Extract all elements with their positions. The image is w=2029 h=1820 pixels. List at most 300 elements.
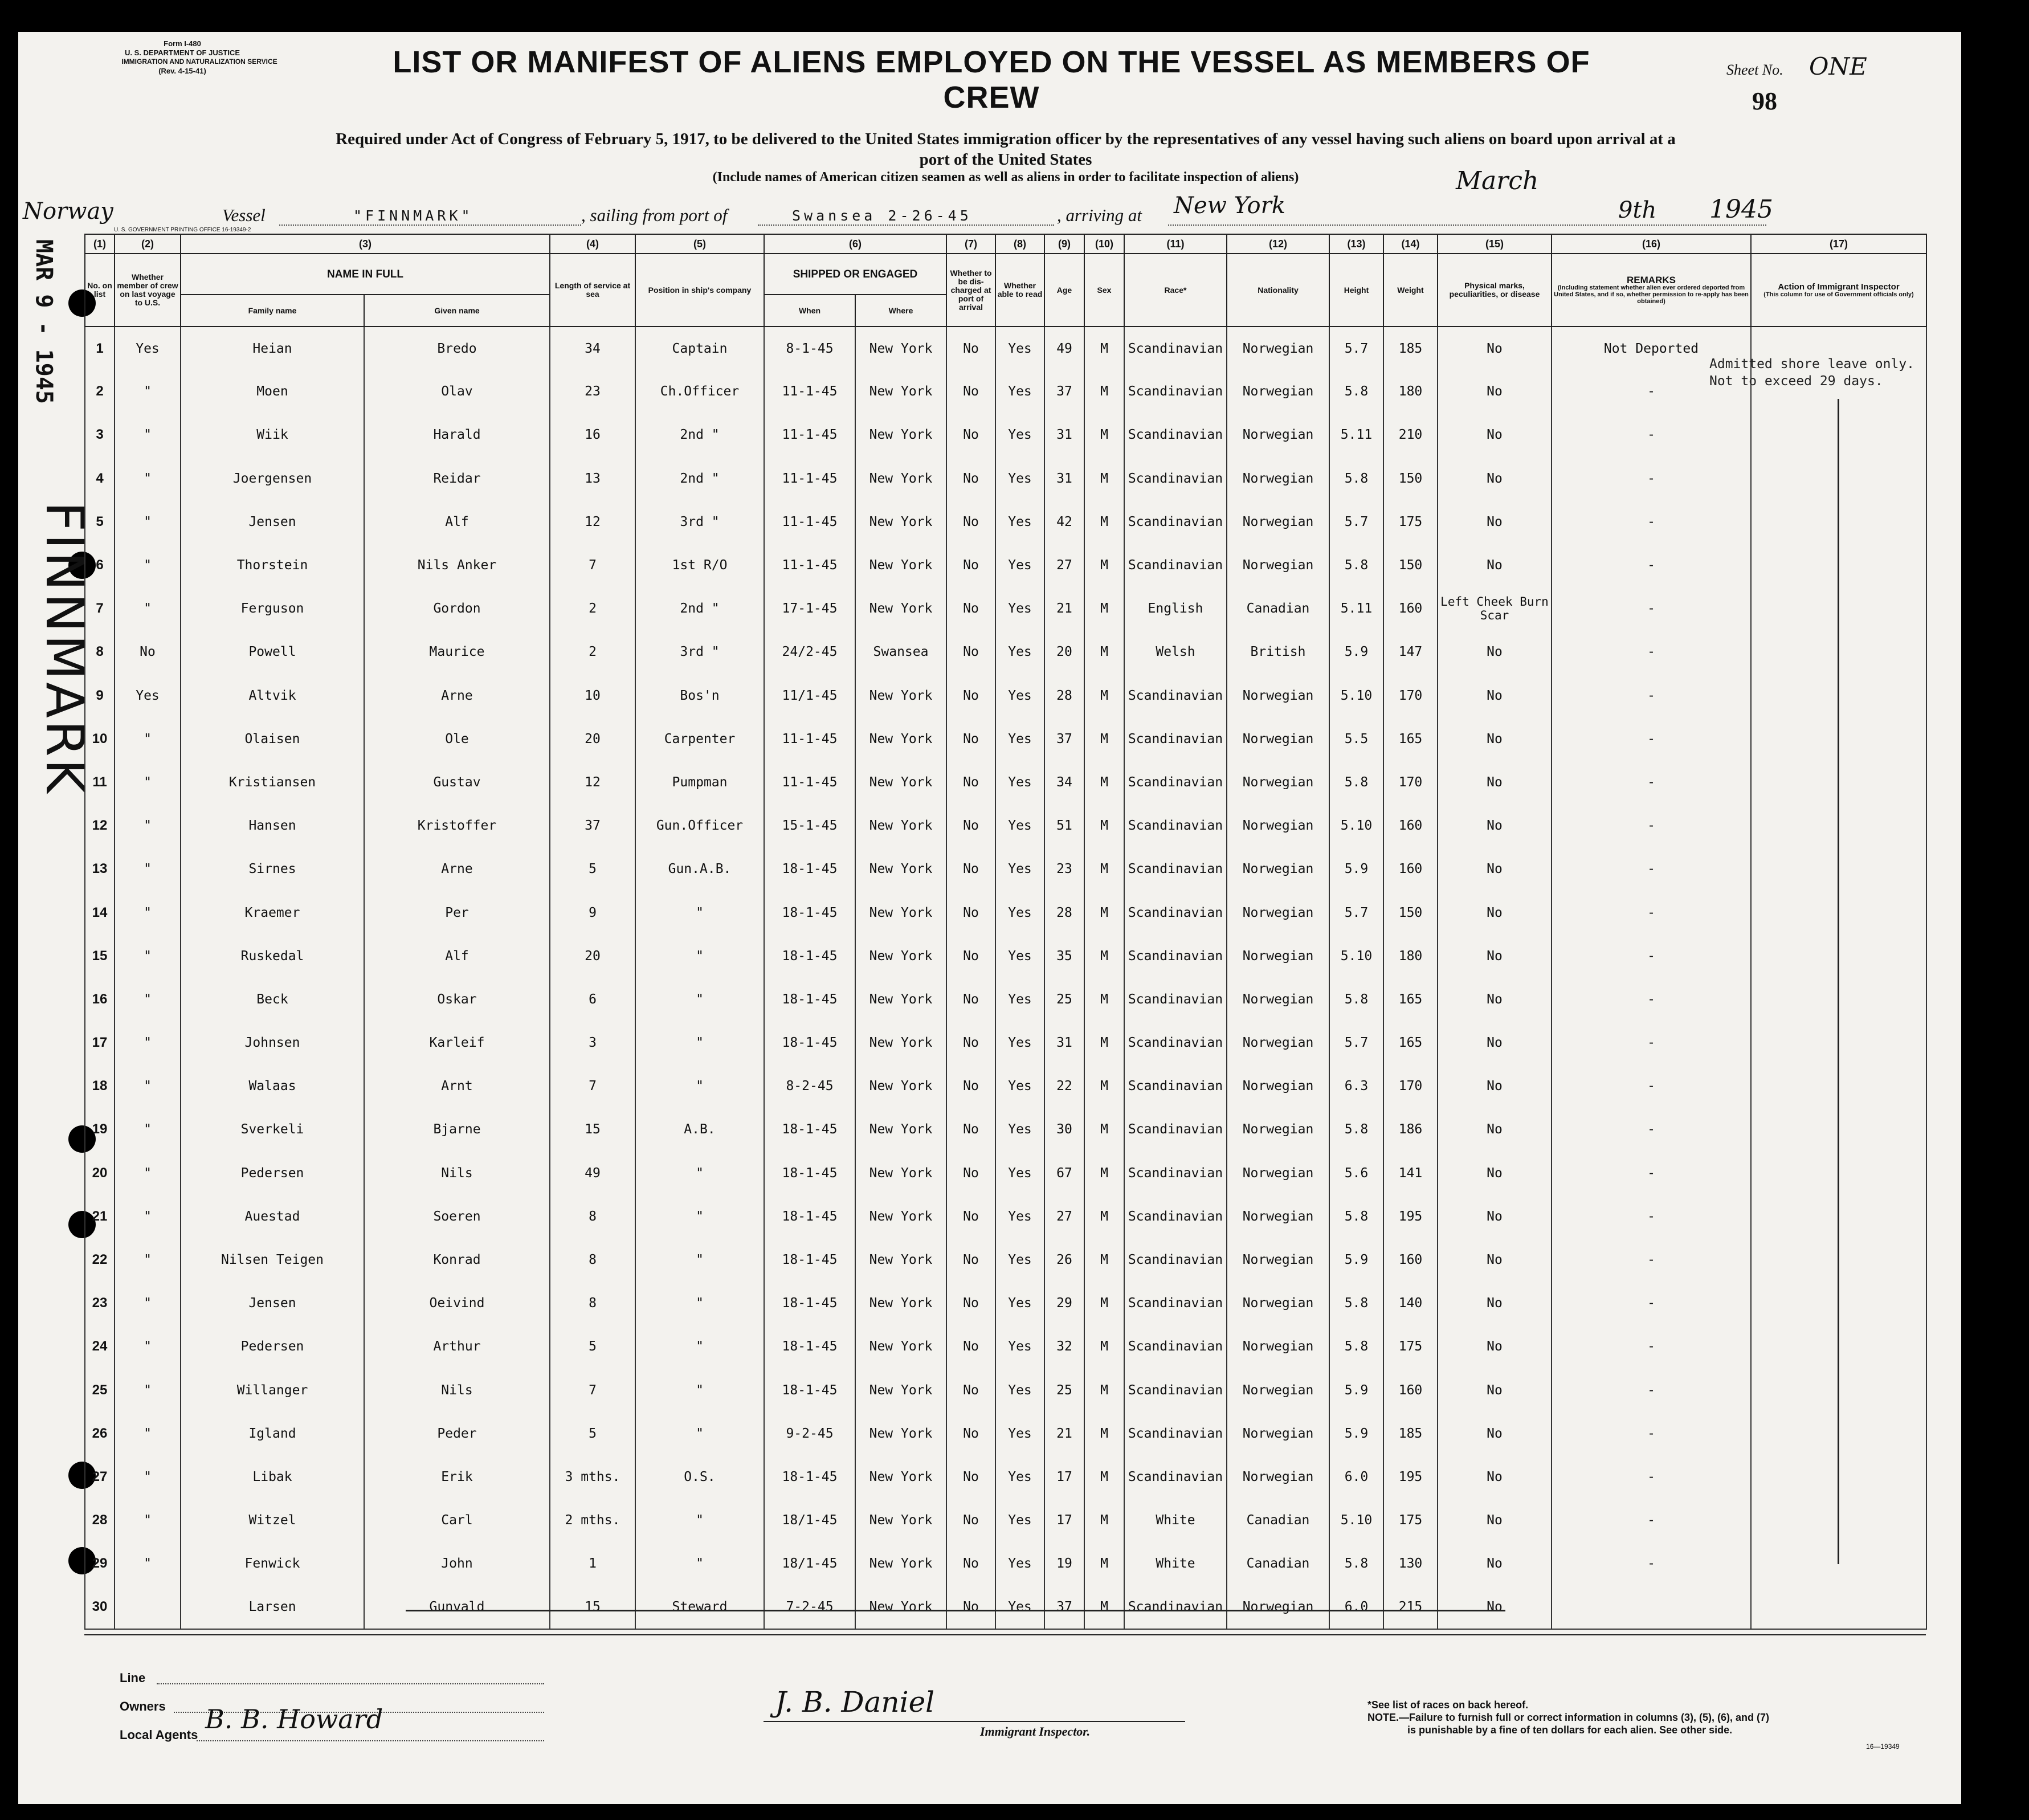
col-num-2: (2) xyxy=(115,234,181,254)
cell-given-name: John xyxy=(364,1542,550,1585)
cell-family-name: Auestad xyxy=(181,1195,364,1238)
cell-weight: 175 xyxy=(1383,1499,1438,1542)
cell-member-last-voyage: " xyxy=(115,370,181,413)
table-row xyxy=(85,1238,1926,1282)
arrival-month: March xyxy=(1456,166,1539,195)
col-num-3: (3) xyxy=(181,234,550,254)
row-number: 30 xyxy=(85,1585,115,1629)
cell-remarks: - xyxy=(1552,1499,1751,1542)
cell-discharged: No xyxy=(946,1325,995,1368)
cell-position: " xyxy=(635,935,764,978)
cell-position: " xyxy=(635,1152,764,1195)
cell-physical-marks: No xyxy=(1438,1369,1552,1412)
cell-age: 21 xyxy=(1044,587,1084,630)
cell-family-name: Igland xyxy=(181,1412,364,1455)
cell-length-of-service: 2 mths. xyxy=(550,1499,635,1542)
cell-shipped-where: New York xyxy=(855,587,946,630)
header-able-to-read: Whether able to read xyxy=(995,254,1044,327)
cell-discharged: No xyxy=(946,1585,995,1629)
cell-length-of-service: 1 xyxy=(550,1542,635,1585)
cell-position: " xyxy=(635,1064,764,1108)
cell-shipped-where: New York xyxy=(855,761,946,804)
cell-sex: M xyxy=(1084,1542,1124,1585)
cell-height: 5.8 xyxy=(1329,1325,1383,1368)
cell-shipped-when: 18-1-45 xyxy=(764,1455,855,1499)
cell-nationality: Norwegian xyxy=(1227,413,1329,456)
cell-sex: M xyxy=(1084,1369,1124,1412)
cell-height: 5.7 xyxy=(1329,327,1383,370)
col-num-5: (5) xyxy=(635,234,764,254)
cell-position: " xyxy=(635,1282,764,1325)
received-stamp: MAR 9 - 1945 xyxy=(31,239,57,404)
cell-remarks: - xyxy=(1552,1152,1751,1195)
cell-sex: M xyxy=(1084,413,1124,456)
cell-height: 5.10 xyxy=(1329,804,1383,847)
table-row xyxy=(85,674,1926,717)
cell-shipped-where: New York xyxy=(855,1238,946,1282)
cell-family-name: Thorstein xyxy=(181,544,364,587)
cell-age: 22 xyxy=(1044,1064,1084,1108)
subtitle-note: (Include names of American citizen seamen as well as aliens in order to facilitate inspection of aliens) xyxy=(712,170,1299,185)
cell-nationality: Norwegian xyxy=(1227,804,1329,847)
table-row xyxy=(85,457,1926,500)
cell-remarks: - xyxy=(1552,1064,1751,1108)
arrival-year: 1945 xyxy=(1709,195,1773,224)
cell-remarks: - xyxy=(1552,978,1751,1021)
cell-nationality: Norwegian xyxy=(1227,1195,1329,1238)
cell-nationality: Norwegian xyxy=(1227,674,1329,717)
header-action-title: Action of Immigrant Inspector xyxy=(1778,281,1900,292)
cell-age: 27 xyxy=(1044,544,1084,587)
cell-age: 19 xyxy=(1044,1542,1084,1585)
cell-shipped-where: New York xyxy=(855,1412,946,1455)
cell-shipped-when: 18-1-45 xyxy=(764,1021,855,1064)
cell-able-to-read: Yes xyxy=(995,674,1044,717)
cell-member-last-voyage: " xyxy=(115,587,181,630)
cell-able-to-read: Yes xyxy=(995,370,1044,413)
cell-member-last-voyage: " xyxy=(115,1152,181,1195)
table-row xyxy=(85,500,1926,544)
cell-length-of-service: 20 xyxy=(550,935,635,978)
cell-sex: M xyxy=(1084,935,1124,978)
cell-race: Scandinavian xyxy=(1124,847,1227,891)
cell-length-of-service: 5 xyxy=(550,1325,635,1368)
cell-discharged: No xyxy=(946,1542,995,1585)
cell-family-name: Kristiansen xyxy=(181,761,364,804)
cell-remarks: - xyxy=(1552,1238,1751,1282)
cell-sex: M xyxy=(1084,891,1124,934)
header-physical-marks: Physical marks, peculiarities, or disease xyxy=(1438,254,1552,327)
cell-family-name: Fenwick xyxy=(181,1542,364,1585)
cell-member-last-voyage: " xyxy=(115,1238,181,1282)
cell-physical-marks: No xyxy=(1438,1585,1552,1629)
cell-remarks: - xyxy=(1552,1455,1751,1499)
header-shipped-engaged: SHIPPED OR ENGAGED xyxy=(764,254,946,295)
cell-shipped-where: New York xyxy=(855,1021,946,1064)
header-action-sub: (This column for use of Government officials only) xyxy=(1763,291,1914,298)
cell-able-to-read: Yes xyxy=(995,1325,1044,1368)
cell-physical-marks: No xyxy=(1438,1412,1552,1455)
inspector-bracket-line xyxy=(1838,399,1839,1564)
cell-length-of-service: 49 xyxy=(550,1152,635,1195)
cell-race: Scandinavian xyxy=(1124,1021,1227,1064)
cell-age: 37 xyxy=(1044,1585,1084,1629)
cell-member-last-voyage: Yes xyxy=(115,327,181,370)
inspector-signature-line xyxy=(764,1721,1185,1722)
table-row xyxy=(85,1325,1926,1368)
col-num-13: (13) xyxy=(1329,234,1383,254)
cell-member-last-voyage: " xyxy=(115,1455,181,1499)
cell-height: 5.9 xyxy=(1329,1238,1383,1282)
cell-age: 25 xyxy=(1044,1369,1084,1412)
cell-physical-marks: No xyxy=(1438,457,1552,500)
cell-family-name: Ferguson xyxy=(181,587,364,630)
cell-given-name: Erik xyxy=(364,1455,550,1499)
cell-height: 5.7 xyxy=(1329,500,1383,544)
cell-family-name: Sirnes xyxy=(181,847,364,891)
arrival-day: 9th xyxy=(1618,197,1657,223)
cell-length-of-service: 3 mths. xyxy=(550,1455,635,1499)
cell-able-to-read: Yes xyxy=(995,978,1044,1021)
cell-nationality: Norwegian xyxy=(1227,1455,1329,1499)
header-age: Age xyxy=(1044,254,1084,327)
cell-height: 5.10 xyxy=(1329,674,1383,717)
cell-position: " xyxy=(635,1195,764,1238)
cell-race: Scandinavian xyxy=(1124,891,1227,934)
cell-remarks: - xyxy=(1552,587,1751,630)
cell-member-last-voyage: " xyxy=(115,1282,181,1325)
col-num-9: (9) xyxy=(1044,234,1084,254)
cell-family-name: Pedersen xyxy=(181,1325,364,1368)
cell-discharged: No xyxy=(946,1064,995,1108)
cell-sex: M xyxy=(1084,500,1124,544)
cell-shipped-when: 15-1-45 xyxy=(764,804,855,847)
form-revision: (Rev. 4-15-41) xyxy=(158,67,206,75)
table-row xyxy=(85,717,1926,761)
cell-sex: M xyxy=(1084,1238,1124,1282)
cell-shipped-where: New York xyxy=(855,847,946,891)
cell-sex: M xyxy=(1084,1585,1124,1629)
cell-given-name: Peder xyxy=(364,1412,550,1455)
table-row xyxy=(85,544,1926,587)
table-row xyxy=(85,935,1926,978)
cell-discharged: No xyxy=(946,587,995,630)
cell-position: Bos'n xyxy=(635,674,764,717)
cell-physical-marks: No xyxy=(1438,761,1552,804)
header-given-name: Given name xyxy=(364,295,550,327)
table-row xyxy=(85,1195,1926,1238)
table-row xyxy=(85,761,1926,804)
row-number: 24 xyxy=(85,1325,115,1368)
cell-sex: M xyxy=(1084,804,1124,847)
cell-able-to-read: Yes xyxy=(995,630,1044,674)
cell-given-name: Konrad xyxy=(364,1238,550,1282)
row-number: 26 xyxy=(85,1412,115,1455)
cell-weight: 160 xyxy=(1383,847,1438,891)
cell-weight: 170 xyxy=(1383,761,1438,804)
vessel-flag: Norway xyxy=(23,198,113,225)
cell-shipped-when: 18-1-45 xyxy=(764,1152,855,1195)
row-number: 11 xyxy=(85,761,115,804)
cell-position: 2nd " xyxy=(635,587,764,630)
cell-nationality: Norwegian xyxy=(1227,717,1329,761)
cell-family-name: Walaas xyxy=(181,1064,364,1108)
cell-given-name: Alf xyxy=(364,935,550,978)
cell-discharged: No xyxy=(946,413,995,456)
cell-position: 1st R/O xyxy=(635,544,764,587)
cell-nationality: Norwegian xyxy=(1227,935,1329,978)
row-number: 1 xyxy=(85,327,115,370)
cell-physical-marks: No xyxy=(1438,370,1552,413)
cell-discharged: No xyxy=(946,847,995,891)
cell-given-name: Carl xyxy=(364,1499,550,1542)
cell-length-of-service: 15 xyxy=(550,1108,635,1151)
cell-given-name: Arnt xyxy=(364,1064,550,1108)
arriving-label: , arriving at xyxy=(1057,205,1142,225)
cell-nationality: Canadian xyxy=(1227,587,1329,630)
cell-given-name: Ole xyxy=(364,717,550,761)
cell-height: 5.7 xyxy=(1329,891,1383,934)
cell-nationality: Norwegian xyxy=(1227,1021,1329,1064)
cell-physical-marks: No xyxy=(1438,804,1552,847)
cell-age: 29 xyxy=(1044,1282,1084,1325)
cell-race: Scandinavian xyxy=(1124,1282,1227,1325)
cell-shipped-when: 18-1-45 xyxy=(764,891,855,934)
header-remarks-sub: (Including statement whether alien ever ordered deported from United States, and if so, whether permission to re-apply has been obtained) xyxy=(1554,284,1749,305)
cell-inspector-action xyxy=(1751,327,1926,370)
cell-able-to-read: Yes xyxy=(995,1282,1044,1325)
cell-remarks: - xyxy=(1552,1325,1751,1368)
row-number: 15 xyxy=(85,935,115,978)
cell-shipped-when: 18-1-45 xyxy=(764,1369,855,1412)
col-num-16: (16) xyxy=(1552,234,1751,254)
cell-age: 67 xyxy=(1044,1152,1084,1195)
form-code: 16—19349 xyxy=(1866,1743,1900,1750)
cell-weight: 195 xyxy=(1383,1195,1438,1238)
cell-height: 5.8 xyxy=(1329,761,1383,804)
cell-discharged: No xyxy=(946,500,995,544)
cell-given-name: Nils Anker xyxy=(364,544,550,587)
cell-sex: M xyxy=(1084,1021,1124,1064)
cell-position: " xyxy=(635,1021,764,1064)
cell-shipped-where: New York xyxy=(855,457,946,500)
cell-height: 6.0 xyxy=(1329,1455,1383,1499)
cell-race: Scandinavian xyxy=(1124,1195,1227,1238)
cell-able-to-read: Yes xyxy=(995,1412,1044,1455)
cell-nationality: Norwegian xyxy=(1227,1064,1329,1108)
cell-length-of-service: 8 xyxy=(550,1238,635,1282)
cell-family-name: Johnsen xyxy=(181,1021,364,1064)
cell-sex: M xyxy=(1084,847,1124,891)
cell-weight: 180 xyxy=(1383,370,1438,413)
cell-able-to-read: Yes xyxy=(995,935,1044,978)
cell-sex: M xyxy=(1084,674,1124,717)
header-no-on-list: No. on list xyxy=(85,254,115,327)
cell-height: 5.11 xyxy=(1329,413,1383,456)
cell-length-of-service: 6 xyxy=(550,978,635,1021)
cell-position: " xyxy=(635,978,764,1021)
cell-discharged: No xyxy=(946,327,995,370)
cell-member-last-voyage: " xyxy=(115,1064,181,1108)
cell-height: 5.9 xyxy=(1329,1412,1383,1455)
cell-remarks: - xyxy=(1552,1282,1751,1325)
cell-member-last-voyage: " xyxy=(115,500,181,544)
cell-race: Scandinavian xyxy=(1124,1455,1227,1499)
cell-length-of-service: 9 xyxy=(550,891,635,934)
col-num-11: (11) xyxy=(1124,234,1227,254)
cell-shipped-when: 11-1-45 xyxy=(764,370,855,413)
cell-weight: 160 xyxy=(1383,1238,1438,1282)
cell-height: 5.5 xyxy=(1329,717,1383,761)
cell-weight: 147 xyxy=(1383,630,1438,674)
cell-sex: M xyxy=(1084,370,1124,413)
cell-member-last-voyage: " xyxy=(115,457,181,500)
row-number: 10 xyxy=(85,717,115,761)
cell-family-name: Libak xyxy=(181,1455,364,1499)
cell-length-of-service: 5 xyxy=(550,847,635,891)
cell-able-to-read: Yes xyxy=(995,500,1044,544)
cell-shipped-where: New York xyxy=(855,413,946,456)
cell-shipped-where: New York xyxy=(855,1369,946,1412)
cell-race: Scandinavian xyxy=(1124,1108,1227,1151)
cell-able-to-read: Yes xyxy=(995,413,1044,456)
cell-given-name: Per xyxy=(364,891,550,934)
footer-divider xyxy=(84,1634,1926,1635)
cell-physical-marks: No xyxy=(1438,1195,1552,1238)
cell-shipped-when: 8-2-45 xyxy=(764,1064,855,1108)
agent-signature: B. B. Howard xyxy=(205,1704,383,1735)
cell-length-of-service: 7 xyxy=(550,544,635,587)
cell-nationality: Norwegian xyxy=(1227,891,1329,934)
cell-physical-marks: No xyxy=(1438,630,1552,674)
cell-shipped-when: 11-1-45 xyxy=(764,717,855,761)
cell-shipped-where: New York xyxy=(855,1542,946,1585)
cell-remarks: - xyxy=(1552,717,1751,761)
cell-weight: 165 xyxy=(1383,978,1438,1021)
cell-discharged: No xyxy=(946,1369,995,1412)
cell-position: " xyxy=(635,1325,764,1368)
cell-race: Scandinavian xyxy=(1124,1064,1227,1108)
cell-remarks: - xyxy=(1552,1412,1751,1455)
cell-sex: M xyxy=(1084,1152,1124,1195)
cell-age: 28 xyxy=(1044,891,1084,934)
cell-physical-marks: No xyxy=(1438,1021,1552,1064)
cell-discharged: No xyxy=(946,1499,995,1542)
row-number: 27 xyxy=(85,1455,115,1499)
cell-position: Gun.Officer xyxy=(635,804,764,847)
cell-able-to-read: Yes xyxy=(995,761,1044,804)
cell-length-of-service: 13 xyxy=(550,457,635,500)
cell-age: 49 xyxy=(1044,327,1084,370)
cell-family-name: Witzel xyxy=(181,1499,364,1542)
cell-shipped-where: New York xyxy=(855,500,946,544)
cell-member-last-voyage: " xyxy=(115,935,181,978)
cell-nationality: Norwegian xyxy=(1227,847,1329,891)
cell-given-name: Reidar xyxy=(364,457,550,500)
cell-family-name: Kraemer xyxy=(181,891,364,934)
cell-age: 17 xyxy=(1044,1455,1084,1499)
cell-physical-marks: No xyxy=(1438,1108,1552,1151)
header-family-name: Family name xyxy=(181,295,364,327)
cell-position: 2nd " xyxy=(635,457,764,500)
table-row xyxy=(85,1282,1926,1325)
cell-shipped-where: New York xyxy=(855,1108,946,1151)
cell-shipped-when: 11-1-45 xyxy=(764,457,855,500)
table-row xyxy=(85,847,1926,891)
cell-discharged: No xyxy=(946,674,995,717)
form-department: U. S. DEPARTMENT OF JUSTICE xyxy=(125,48,240,57)
cell-nationality: Norwegian xyxy=(1227,1412,1329,1455)
cell-physical-marks: No xyxy=(1438,674,1552,717)
cell-able-to-read: Yes xyxy=(995,1585,1044,1629)
cell-remarks: - xyxy=(1552,457,1751,500)
cell-physical-marks: No xyxy=(1438,500,1552,544)
cell-shipped-when: 18/1-45 xyxy=(764,1499,855,1542)
cell-remarks: - xyxy=(1552,500,1751,544)
cell-discharged: No xyxy=(946,1021,995,1064)
cell-able-to-read: Yes xyxy=(995,804,1044,847)
cell-given-name: Arthur xyxy=(364,1325,550,1368)
cell-weight: 141 xyxy=(1383,1152,1438,1195)
cell-physical-marks: No xyxy=(1438,1542,1552,1585)
header-height: Height xyxy=(1329,254,1383,327)
cell-discharged: No xyxy=(946,1282,995,1325)
table-row xyxy=(85,1369,1926,1412)
cell-shipped-where: New York xyxy=(855,935,946,978)
cell-able-to-read: Yes xyxy=(995,1499,1044,1542)
cell-given-name: Karleif xyxy=(364,1021,550,1064)
cell-weight: 165 xyxy=(1383,717,1438,761)
footer-agents-label: Local Agents xyxy=(120,1728,198,1742)
cell-sex: M xyxy=(1084,630,1124,674)
cell-given-name: Nils xyxy=(364,1369,550,1412)
row-number: 5 xyxy=(85,500,115,544)
row-number: 4 xyxy=(85,457,115,500)
cell-able-to-read: Yes xyxy=(995,1238,1044,1282)
cell-member-last-voyage: " xyxy=(115,978,181,1021)
cell-family-name: Altvik xyxy=(181,674,364,717)
footnote-races: *See list of races on back hereof. xyxy=(1367,1699,1529,1711)
cell-remarks: - xyxy=(1552,1369,1751,1412)
cell-physical-marks: No xyxy=(1438,978,1552,1021)
cell-member-last-voyage: " xyxy=(115,891,181,934)
cell-given-name: Olav xyxy=(364,370,550,413)
cell-height: 5.11 xyxy=(1329,587,1383,630)
header-length-service: Length of service at sea xyxy=(550,254,635,327)
cell-weight: 160 xyxy=(1383,1369,1438,1412)
cell-family-name: Larsen xyxy=(181,1585,364,1629)
cell-shipped-when: 8-1-45 xyxy=(764,327,855,370)
cell-family-name: Jensen xyxy=(181,500,364,544)
cell-height: 6.0 xyxy=(1329,1585,1383,1629)
cell-physical-marks: No xyxy=(1438,1499,1552,1542)
cell-shipped-when: 18-1-45 xyxy=(764,1282,855,1325)
cell-sex: M xyxy=(1084,1064,1124,1108)
col-num-6: (6) xyxy=(764,234,946,254)
cell-shipped-where: New York xyxy=(855,1325,946,1368)
cell-shipped-where: New York xyxy=(855,1152,946,1195)
cell-length-of-service: 15 xyxy=(550,1585,635,1629)
cell-sex: M xyxy=(1084,1282,1124,1325)
cell-age: 17 xyxy=(1044,1499,1084,1542)
cell-given-name: Harald xyxy=(364,413,550,456)
cell-position: " xyxy=(635,891,764,934)
cell-length-of-service: 12 xyxy=(550,761,635,804)
cell-sex: M xyxy=(1084,327,1124,370)
cell-discharged: No xyxy=(946,457,995,500)
cell-shipped-where: New York xyxy=(855,717,946,761)
cell-shipped-when: 18-1-45 xyxy=(764,1238,855,1282)
